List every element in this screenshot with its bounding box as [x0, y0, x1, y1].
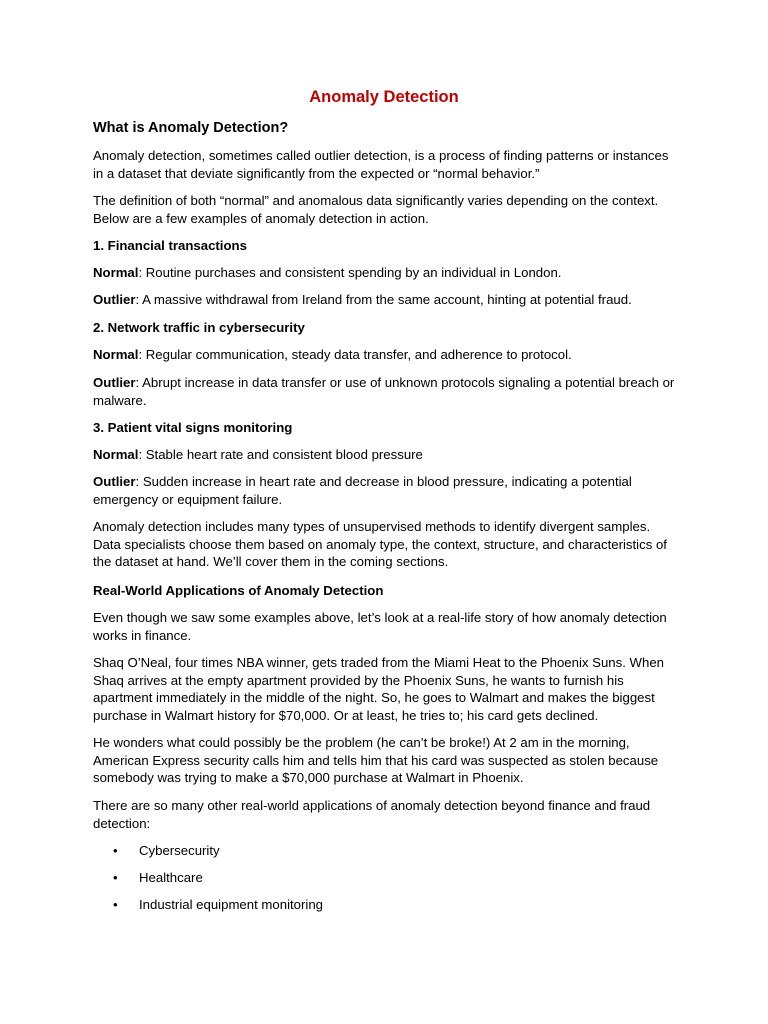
- normal-label: Normal: [93, 447, 139, 462]
- example-3-heading: 3. Patient vital signs monitoring: [93, 420, 293, 435]
- story1-line-1: Shaq O’Neal, four times NBA winner, gets traded from the Miami Heat to the Phoenix Suns. When: [93, 655, 665, 670]
- methods-line-3: the dataset at hand. We’ll cover them in the coming sections.: [93, 554, 449, 570]
- document-title: Anomaly Detection: [309, 88, 459, 106]
- real-world-heading: Real-World Applications of Anomaly Detection: [93, 583, 384, 598]
- example-1-heading: 1. Financial transactions: [93, 238, 247, 253]
- example-3-outlier: [93, 473, 683, 508]
- example-2-heading: 2. Network traffic in cybersecurity: [93, 320, 305, 335]
- normal-text: : Routine purchases and consistent spending by an individual in London.: [138, 265, 562, 280]
- outlier-text: : Abrupt increase in data transfer or use of unknown protocols signaling a potential breach or: [135, 375, 675, 390]
- outlier-text: : Sudden increase in heart rate and decrease in blood pressure, indicating a potential: [135, 474, 632, 489]
- list-item-text: Industrial equipment monitoring: [139, 897, 323, 912]
- methods-paragraph: [93, 518, 683, 571]
- example-2-normal: [93, 346, 683, 364]
- real-world-intro-line-1: Even though we saw some examples above, let’s look at a real-life story of how anomaly detection: [93, 610, 667, 625]
- normal-text: : Regular communication, steady data transfer, and adherence to protocol.: [138, 347, 572, 362]
- example-2-outlier: [93, 374, 683, 409]
- outlier-label: Outlier: [93, 474, 136, 489]
- intro-line-1: Anomaly detection, sometimes called outlier detection, is a process of finding patterns or instances: [93, 148, 669, 163]
- outlier-label: Outlier: [93, 375, 136, 390]
- example-1-outlier: [93, 291, 683, 309]
- intro-paragraph: [93, 147, 683, 182]
- story2-line-2: American Express security calls him and tells him that his card was suspected as stolen because: [93, 752, 659, 768]
- bullet-icon: •: [113, 843, 118, 858]
- normal-label: Normal: [93, 347, 139, 362]
- outlier-text-cont: malware.: [93, 392, 147, 408]
- definition-line-1: The definition of both “normal” and anomalous data significantly varies depending on the context.: [93, 193, 659, 208]
- list-item-text: Cybersecurity: [139, 843, 220, 858]
- definition-paragraph: [93, 192, 683, 227]
- story1-line-3: apartment immediately in the middle of the night. So, he goes to Walmart and makes the biggest: [93, 690, 655, 706]
- example-1-normal: [93, 264, 683, 282]
- other-applications-paragraph: [93, 797, 683, 832]
- other-apps-line-2: detection:: [93, 815, 151, 831]
- example-3-normal: [93, 446, 683, 464]
- intro-line-2: in a dataset that deviate significantly from the expected or “normal behavior.”: [93, 165, 540, 181]
- outlier-text: : A massive withdrawal from Ireland from the same account, hinting at potential fraud.: [135, 292, 632, 307]
- methods-line-2: Data specialists choose them based on anomaly type, the context, structure, and characteristics of: [93, 536, 667, 552]
- story1-line-4: purchase in Walmart history for $70,000. Or at least, he tries to; his card gets declined.: [93, 707, 599, 723]
- outlier-label: Outlier: [93, 292, 136, 307]
- story2-line-3: somebody was trying to make a $70,000 purchase at Walmart in Phoenix.: [93, 770, 524, 786]
- section-heading-what-is: What is Anomaly Detection?: [93, 120, 289, 136]
- outlier-text-cont: emergency or equipment failure.: [93, 491, 283, 507]
- normal-text: : Stable heart rate and consistent blood pressure: [138, 447, 423, 462]
- story1-line-2: Shaq arrives at the empty apartment provided by the Phoenix Suns, he wants to furnish his: [93, 672, 624, 688]
- story-paragraph-1: [93, 654, 683, 724]
- bullet-icon: •: [113, 870, 118, 885]
- real-world-intro-line-2: works in finance.: [93, 627, 192, 643]
- story2-line-1: He wonders what could possibly be the problem (he can’t be broke!) At 2 am in the morning,: [93, 735, 630, 750]
- definition-line-2: Below are a few examples of anomaly detection in action.: [93, 210, 429, 226]
- list-item-text: Healthcare: [139, 870, 203, 885]
- story-paragraph-2: [93, 734, 683, 787]
- normal-label: Normal: [93, 265, 139, 280]
- methods-line-1: Anomaly detection includes many types of unsupervised methods to identify divergent samples.: [93, 519, 651, 534]
- bullet-icon: •: [113, 897, 118, 912]
- other-apps-line-1: There are so many other real-world applications of anomaly detection beyond finance and fraud: [93, 798, 651, 813]
- real-world-intro-paragraph: [93, 609, 683, 644]
